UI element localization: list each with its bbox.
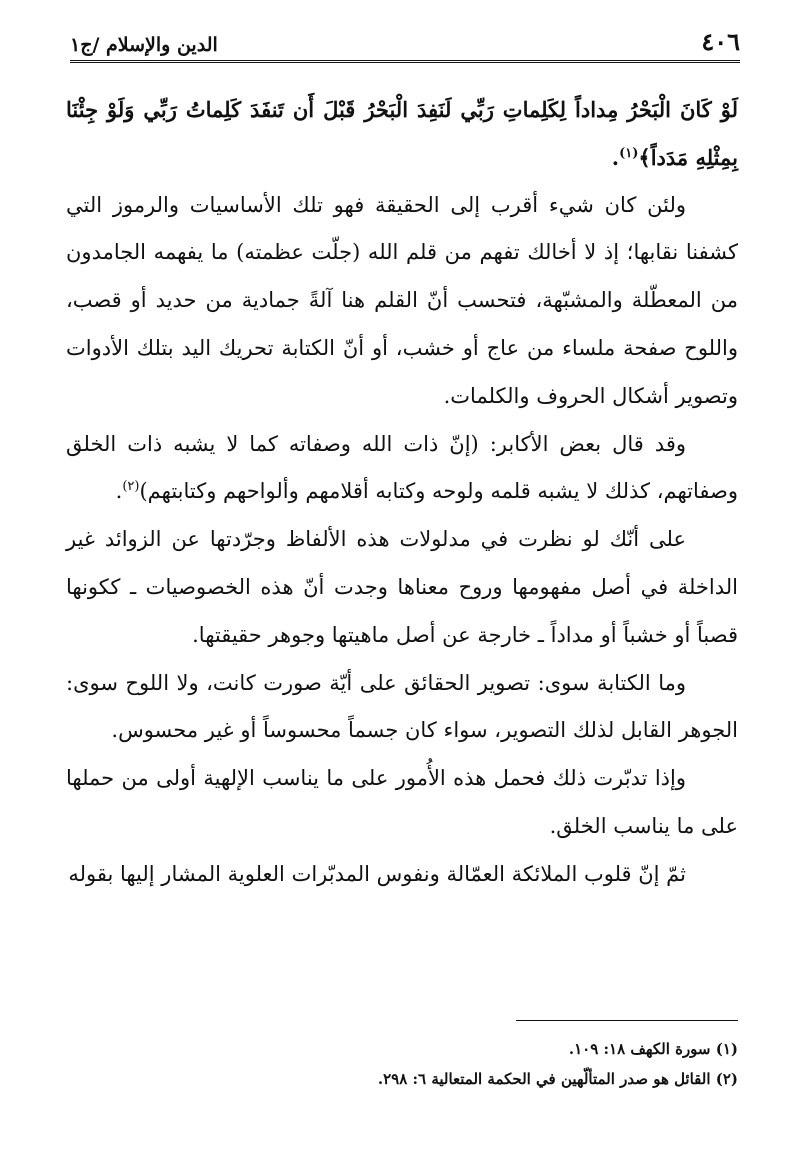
paragraph-5: وإذا تدبّرت ذلك فحمل هذه الأُمور على ما يناسب الإلهية أولى من حملها على ما يناسب الخلق. bbox=[66, 766, 738, 838]
running-title: الدين والإسلام /ج١ bbox=[70, 34, 218, 56]
paragraph-2-end: . bbox=[115, 479, 123, 504]
paragraph-2 bbox=[66, 421, 738, 517]
paragraph-6: ثمّ إنّ قلوب الملائكة العمّالة ونفوس المدبّرات العلوية المشار إليها بقوله bbox=[68, 861, 686, 886]
footnote-ref-2: (٢) bbox=[122, 479, 140, 495]
main-text bbox=[66, 86, 738, 899]
page-number: ٤٠٦ bbox=[701, 27, 740, 56]
verse-text: لَوْ كَانَ الْبَحْرُ مِداداً لِكَلِماتِ رَبِّي لَنَفِدَ الْبَحْرُ قَبْلَ أَن تَنفَدَ كَلِماتُ رَبِّي وَلَوْ جِئْنَا بِمِثْلِهِ مَدَداً﴾ bbox=[66, 97, 738, 170]
header-rule bbox=[70, 60, 740, 63]
paragraph-4: وما الكتابة سوى: تصوير الحقائق على أيّة صورت كانت، ولا اللوح سوى: الجوهر القابل لذلك التصوير، سواء كان جسماً محسوساً أو غير محسوس. bbox=[66, 670, 738, 743]
footnote-2: (٢) القائل هو صدر المتألّهين في الحكمة المتعالية ٦: ٢٩٨. bbox=[377, 1070, 738, 1088]
quran-verse bbox=[66, 86, 738, 182]
paragraph-1: ولئن كان شيء أقرب إلى الحقيقة فهو تلك الأساسيات والرموز التي كشفنا نقابها؛ إذ لا أخالك تفهم من قلم الله (جلّت عظمته) ما يفهمه الجامدون من المعطّلة والمشبّهة، فتحسب أنّ القلم هنا آلةً جمادية من حديد أو قصب، واللوح صفحة ملساء من عاج أو خشب، أو أنّ الكتابة تحريك اليد بتلك الأدوات وتصوير أشكال الحروف والكلمات. bbox=[66, 192, 738, 408]
footnotes bbox=[70, 1034, 738, 1094]
footnote-separator bbox=[516, 1020, 738, 1021]
verse-end: . bbox=[611, 144, 620, 170]
paragraph-3: على أنّك لو نظرت في مدلولات هذه الألفاظ وجرّدتها عن الزوائد غير الداخلة في أصل مفهومها وروح معناها وجدت أنّ هذه الخصوصيات ـ ككونها قصباً أو خشباً أو مداداً ـ خارجة عن أصل ماهيتها وجوهر حقيقتها. bbox=[66, 527, 738, 647]
footnote-1: (١) سورة الكهف ١٨: ١٠٩. bbox=[568, 1040, 738, 1058]
footnote-ref-1: (١) bbox=[619, 145, 639, 161]
page-header bbox=[70, 22, 740, 56]
paragraph-2-text: وقد قال بعض الأكابر: (إنّ ذات الله وصفاته كما لا يشبه ذات الخلق وصفاتهم، كذلك لا يشبه قلمه ولوحه وكتابه أقلامهم وألواحهم وكتابتهم) bbox=[66, 431, 738, 504]
